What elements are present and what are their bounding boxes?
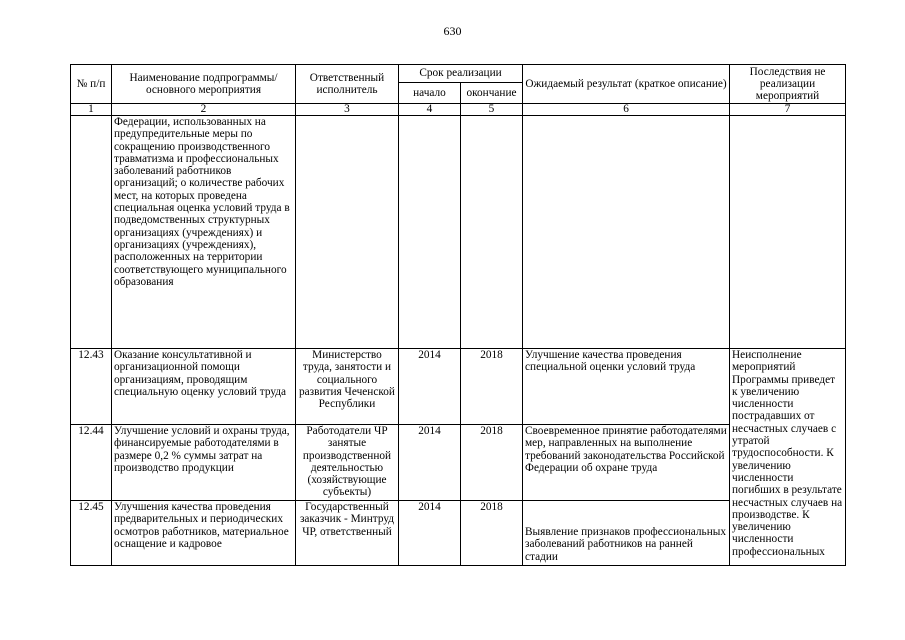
row-end: 2018 <box>461 425 523 501</box>
row-executor: Министерство труда, занятости и социального развития Чеченской Республики <box>296 349 399 425</box>
row-name: Улучшения качества проведения предварительных и периодических осмотров работников, материальное оснащение и кадровое <box>112 501 296 566</box>
row-end: 2018 <box>461 501 523 566</box>
row-result <box>523 116 730 349</box>
table-row <box>71 425 846 501</box>
column-number: 2 <box>112 104 296 116</box>
header-start: начало <box>399 83 461 104</box>
row-start: 2014 <box>399 349 461 425</box>
table-row <box>71 501 846 566</box>
header-period: Срок реализации <box>399 65 523 83</box>
row-executor: Работодатели ЧР занятые производственной деятельностью (хозяйствующие субъекты) <box>296 425 399 501</box>
row-executor: Государственный заказчик - Минтруд ЧР, ответственный <box>296 501 399 566</box>
table-row <box>71 116 846 349</box>
row-start: 2014 <box>399 501 461 566</box>
row-name: Федерации, использованных на предупредительные меры по сокращению производственного травматизма и профессиональных заболеваний работников организаций; о количестве рабочих мест, на которых проведена специальная оценка условий труда в подведомственных структурных организациях (учреждениях) и организациях (учреждениях), расположенных на территории соответствующего муниципального образования <box>112 116 296 349</box>
program-activities-table <box>70 64 846 566</box>
row-result: Выявление признаков профессиональных заболеваний работников на ранней стадии <box>525 526 726 563</box>
row-end: 2018 <box>461 349 523 425</box>
row-consequences: Неисполнение мероприятий Программы приведет к увеличению численности пострадавших от несчастных случаев с утратой трудоспособности. К увеличению численности погибших в результате несчастных случаев на производстве. К увеличению численности профессиональных <box>730 349 846 566</box>
header-row <box>71 65 846 83</box>
column-number-row <box>71 104 846 116</box>
row-result: Улучшение качества проведения специальной оценки условий труда <box>523 349 730 425</box>
row-number: 12.45 <box>71 501 112 566</box>
row-start <box>399 116 461 349</box>
row-number: 12.44 <box>71 425 112 501</box>
row-consequences-empty <box>730 116 846 349</box>
header-number: № п/п <box>71 65 112 104</box>
row-start: 2014 <box>399 425 461 501</box>
header-end: окончание <box>461 83 523 104</box>
row-number <box>71 116 112 349</box>
column-number: 5 <box>461 104 523 116</box>
table-row <box>71 349 846 425</box>
column-number: 1 <box>71 104 112 116</box>
row-name: Оказание консультативной и организационной помощи организациям, проводящим специальную оценку условий труда <box>112 349 296 425</box>
column-number: 7 <box>730 104 846 116</box>
row-number: 12.43 <box>71 349 112 425</box>
column-number: 4 <box>399 104 461 116</box>
header-executor: Ответственный исполнитель <box>296 65 399 104</box>
row-result: Своевременное принятие работодателями мер, направленных на выполнение требований законодательства Российской Федерации об охране труда <box>523 425 730 501</box>
row-result-cell <box>523 501 730 566</box>
column-number: 3 <box>296 104 399 116</box>
header-name: Наименование подпрограммы/ основного мероприятия <box>112 65 296 104</box>
row-name: Улучшение условий и охраны труда, финансируемые работодателями в размере 0,2 % суммы затрат на производство продукции <box>112 425 296 501</box>
row-executor <box>296 116 399 349</box>
header-result: Ожидаемый результат (краткое описание) <box>523 65 730 104</box>
row-end <box>461 116 523 349</box>
header-consequences: Последствия не реализации мероприятий <box>730 65 846 104</box>
cell-spacer <box>525 501 727 526</box>
column-number: 6 <box>523 104 730 116</box>
page-number: 630 <box>443 24 462 38</box>
